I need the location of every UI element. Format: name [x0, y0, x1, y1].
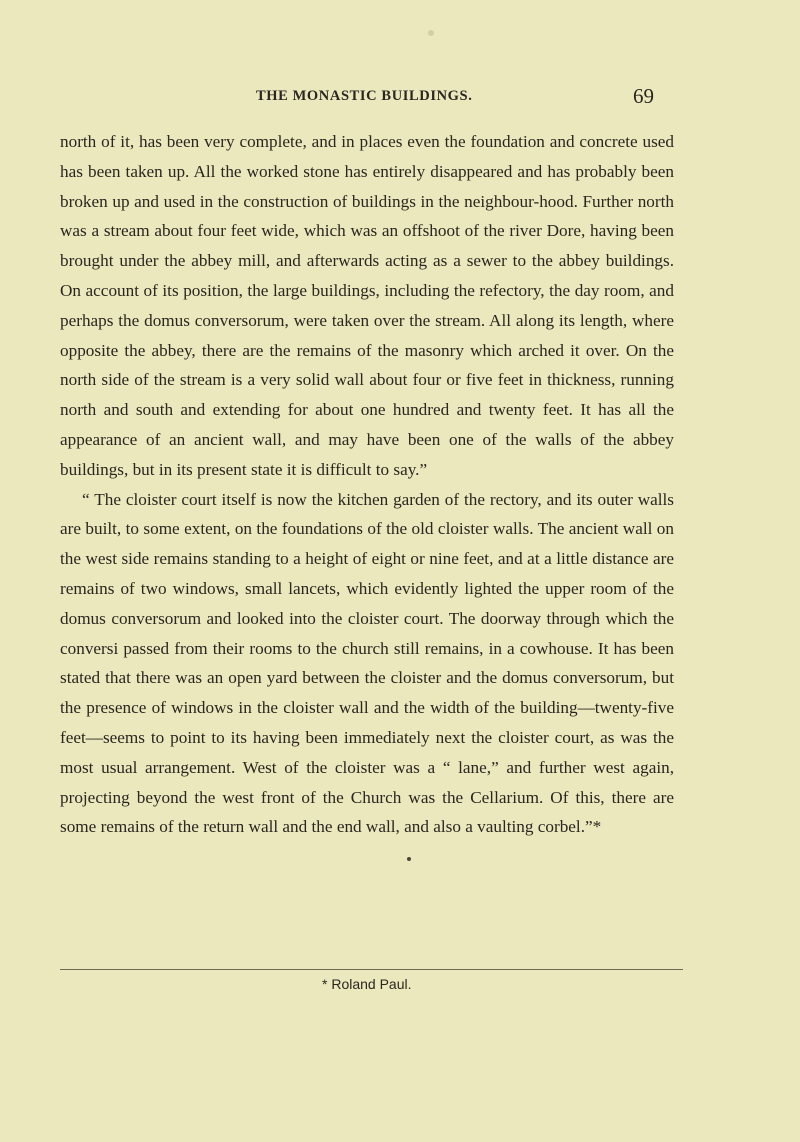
page-number: 69 [633, 84, 654, 108]
footnote: * Roland Paul. [322, 976, 412, 992]
running-title: THE MONASTIC BUILDINGS. [256, 88, 473, 104]
paper-blemish [428, 30, 434, 36]
body-text [60, 127, 674, 842]
ink-dot [407, 857, 411, 861]
paragraph: “ The cloister court itself is now the kitchen garden of the rectory, and its outer walls are built, to some extent, on the foundations of the old cloister walls. The ancient wall on the west side remains standing to a height of eight or nine feet, and at a little distance are remains of two windows, small lancets, which evidently lighted the upper room of the domus conversorum and looked into the cloister court. The doorway through which the conversi passed from their rooms to the church still remains, in a cowhouse. It has been stated that there was an open yard between the cloister and the domus conversorum, but the presence of windows in the cloister wall and the width of the building—twenty-five feet—seems to point to its having been immediately next the cloister court, as was the most usual arrangement. West of the cloister was a “ lane,” and further west again, projecting beyond the west front of the Church was the Cellarium. Of this, there are some remains of the return wall and the end wall, and also a vaulting corbel.”* [60, 489, 674, 837]
page-header [150, 84, 654, 110]
footnote-rule [60, 969, 683, 970]
paragraph: north of it, has been very complete, and in places even the foundation and concrete used has been taken up. All the worked stone has entirely disappeared and has probably been broken up and used in the construction of buildings in the neighbour-hood. Further north was a stream about four feet wide, which was an offshoot of the river Dore, having been brought under the abbey mill, and afterwards acting as a sewer to the abbey buildings. On account of its position, the large buildings, including the refectory, the day room, and perhaps the domus conversorum, were taken over the stream. All along its length, where opposite the abbey, there are the remains of the masonry which arched it over. On the north side of the stream is a very solid wall about four or five feet in thickness, running north and south and extending for about one hundred and twenty feet. It has all the appearance of an ancient wall, and may have been one of the walls of the abbey buildings, but in its present state it is difficult to say.” [60, 132, 674, 479]
